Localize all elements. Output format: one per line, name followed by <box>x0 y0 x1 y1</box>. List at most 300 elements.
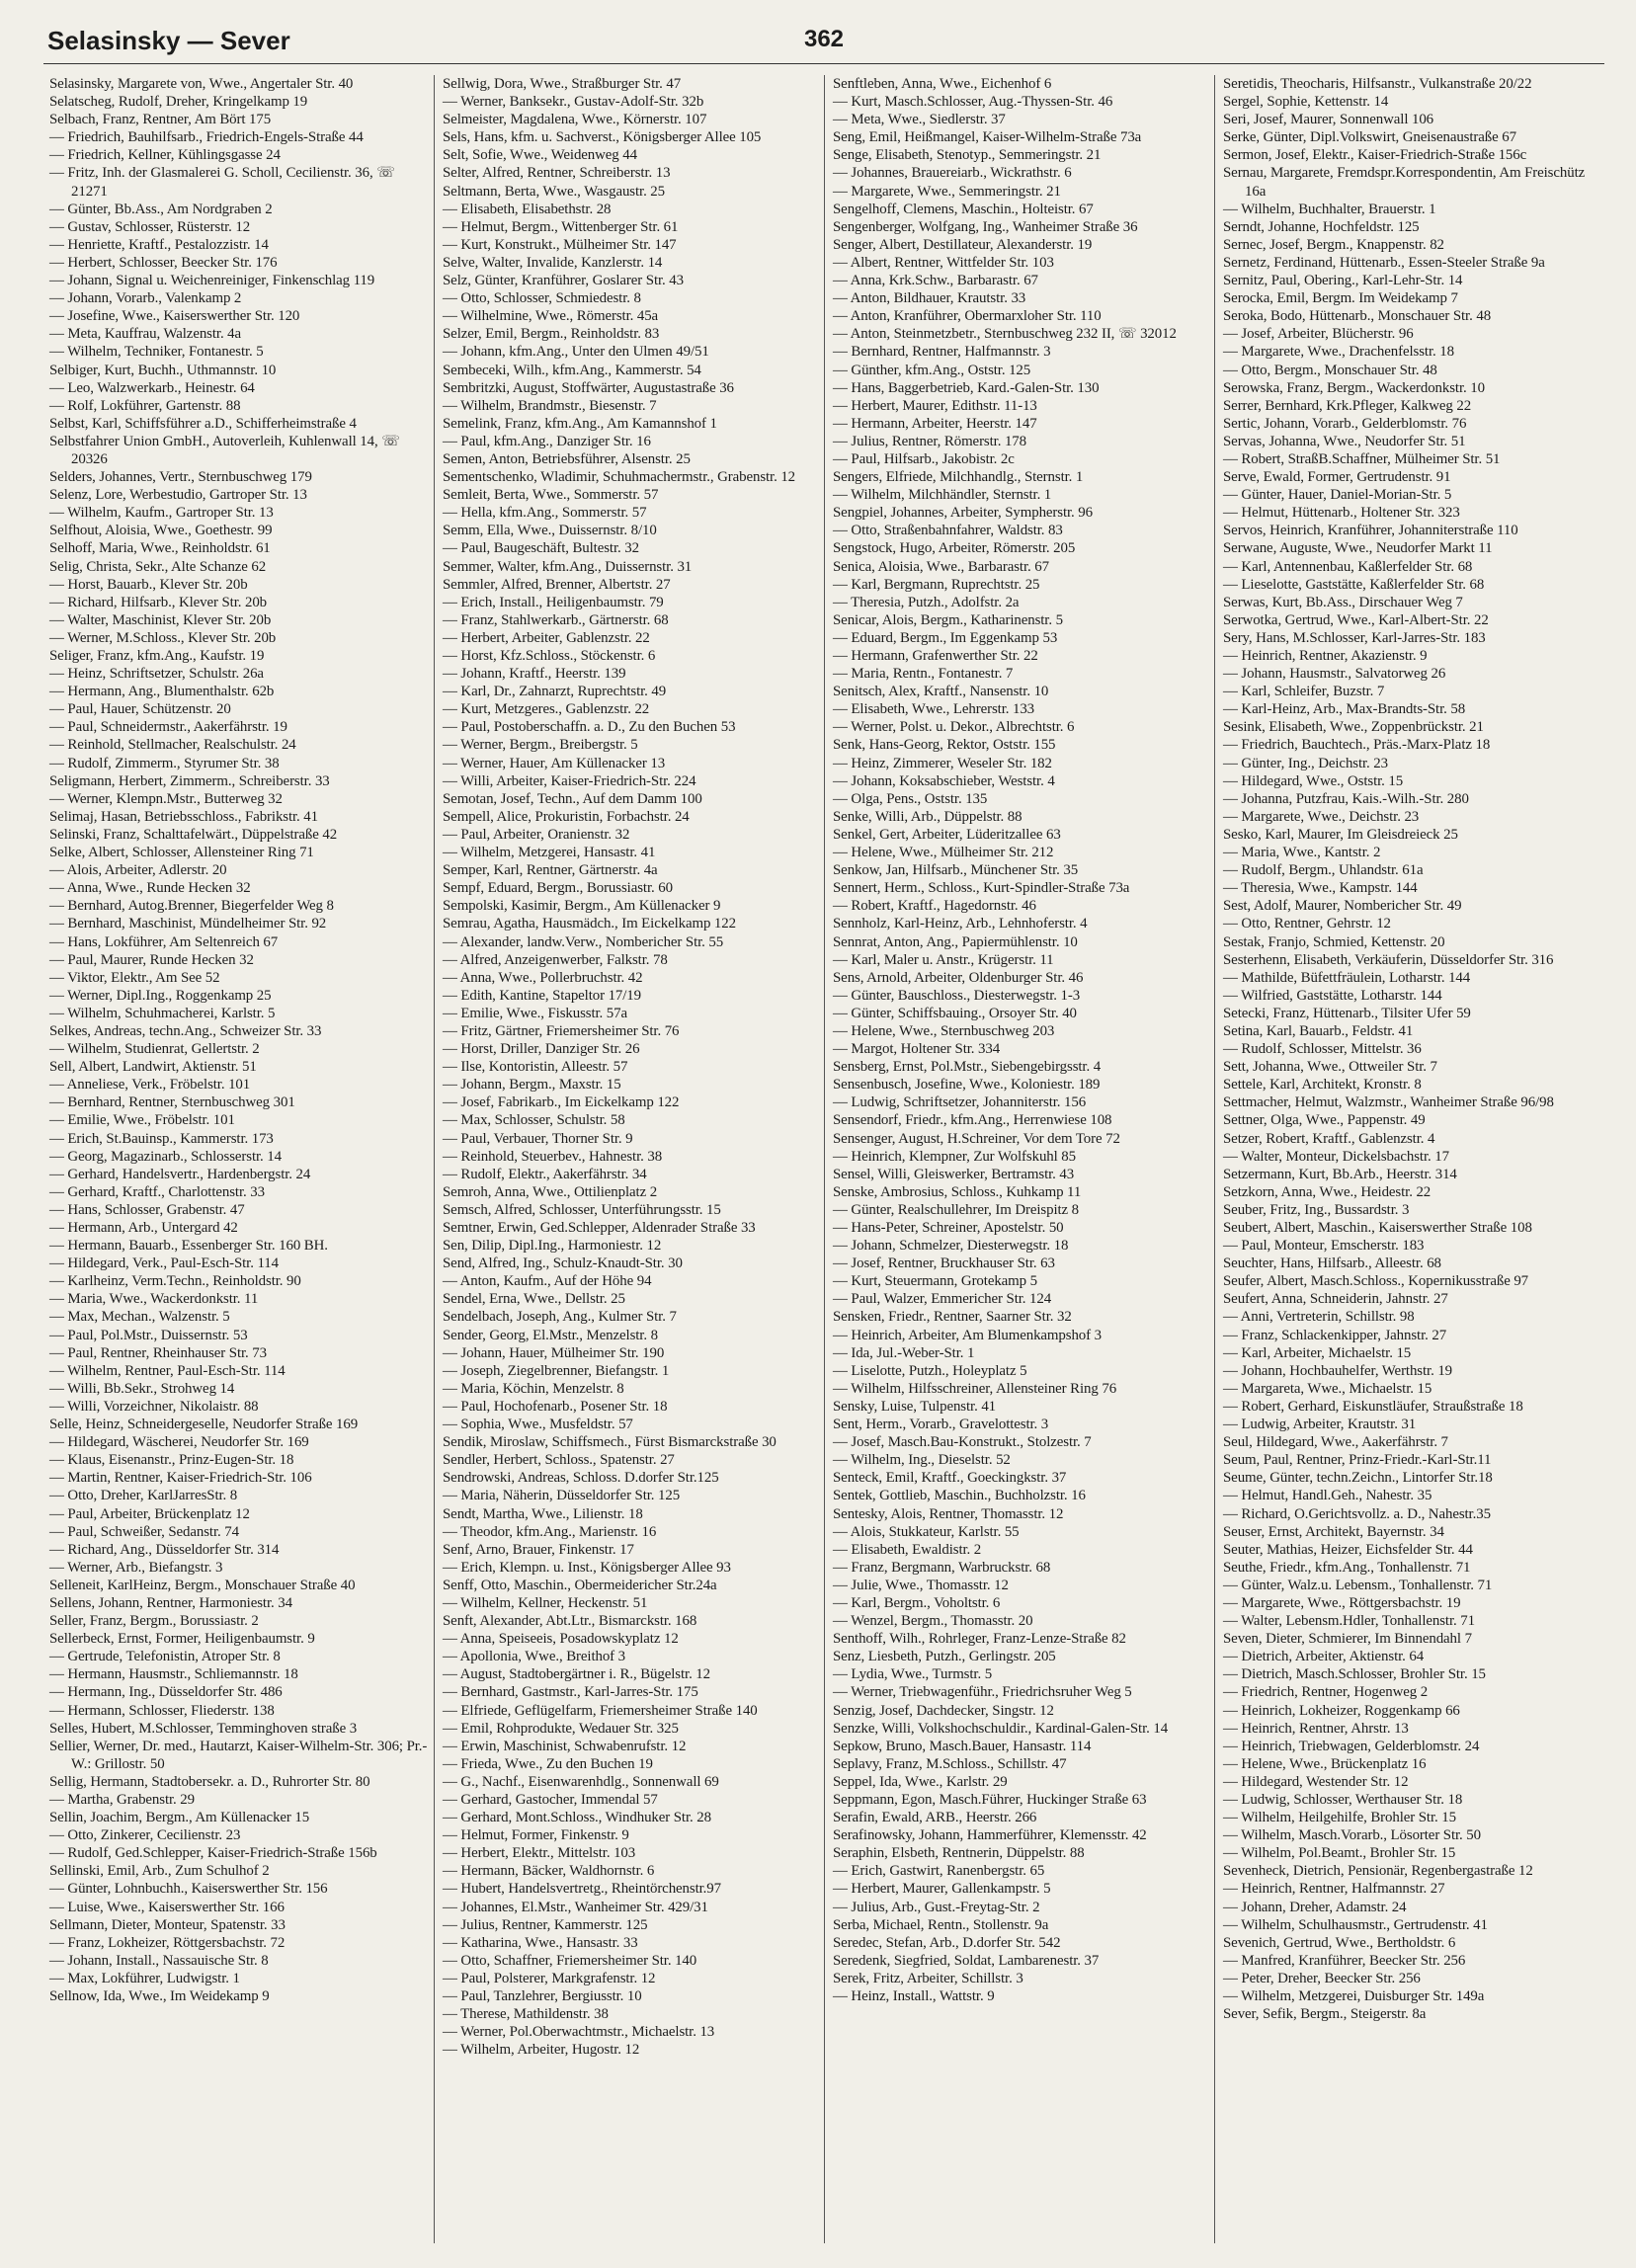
directory-entry: — Erwin, Maschinist, Schwabenrufstr. 12 <box>443 1738 687 1754</box>
directory-entry: Selbst, Karl, Schiffsführer a.D., Schifferheimstraße 4 <box>49 415 357 432</box>
directory-entry: — Theresia, Wwe., Kampstr. 144 <box>1223 880 1418 897</box>
directory-entry: — Helene, Wwe., Mülheimer Str. 212 <box>833 845 1054 861</box>
directory-entry: Serba, Michael, Rentn., Stollenstr. 9a <box>833 1916 1049 1933</box>
directory-entry: — Wilhelm, Hilfsschreiner, Allensteiner Ring 76 <box>833 1380 1117 1397</box>
directory-entry: Senkel, Gert, Arbeiter, Lüderitzallee 63 <box>833 826 1061 843</box>
directory-entry: — Herbert, Maurer, Edithstr. 11-13 <box>833 397 1037 414</box>
directory-entry: — Robert, Gerhard, Eiskunstläufer, Straußstraße 18 <box>1223 1398 1523 1415</box>
directory-entry: — Hermann, Ang., Blumenthalstr. 62b <box>49 684 275 700</box>
directory-entry: Sengpiel, Johannes, Arbeiter, Sympherstr. 96 <box>833 505 1093 522</box>
directory-entry: — Reinhold, Steuerbev., Hahnestr. 38 <box>443 1148 663 1165</box>
directory-entry: — Rudolf, Ged.Schlepper, Kaiser-Friedrich-Straße 156b <box>49 1845 377 1862</box>
directory-entry: — Karl, Bergmann, Ruprechtstr. 25 <box>833 576 1040 593</box>
directory-entry: — August, Stadtobergärtner i. R., Bügelstr. 12 <box>443 1666 710 1683</box>
directory-entry: Setzer, Robert, Kraftf., Gablenzstr. 4 <box>1223 1130 1435 1147</box>
directory-entry: Seroka, Bodo, Hüttenarb., Monschauer Str. 48 <box>1223 308 1492 325</box>
directory-entry: — Heinrich, Rentner, Halfmannstr. 27 <box>1223 1881 1445 1898</box>
directory-entry: Sesink, Elisabeth, Wwe., Zoppenbrückstr. 21 <box>1223 719 1484 736</box>
directory-entry: Sensendorf, Friedr., kfm.Ang., Herrenwiese 108 <box>833 1112 1112 1129</box>
directory-entry: — Meta, Kauffrau, Walzenstr. 4a <box>49 326 242 343</box>
directory-entry: Sensenbusch, Josefine, Wwe., Koloniestr. 189 <box>833 1077 1101 1094</box>
directory-entry: — Meta, Wwe., Siedlerstr. 37 <box>833 112 1006 128</box>
directory-entry: — Hermann, Ing., Düsseldorfer Str. 486 <box>49 1684 283 1701</box>
directory-entry: Selter, Alfred, Rentner, Schreiberstr. 13 <box>443 165 671 182</box>
directory-entry: — Franz, Lokheizer, Röttgersbachstr. 72 <box>49 1934 286 1951</box>
directory-entry: — Helene, Wwe., Brückenplatz 16 <box>1223 1755 1427 1772</box>
directory-entry: — Heinrich, Rentner, Ahrstr. 13 <box>1223 1720 1409 1737</box>
directory-entry: Serndt, Johanne, Hochfeldstr. 125 <box>1223 218 1420 235</box>
directory-entry: — Richard, Ang., Düsseldorfer Str. 314 <box>49 1541 280 1558</box>
directory-entry: — Bernhard, Gastmstr., Karl-Jarres-Str. 175 <box>443 1684 698 1701</box>
directory-entry: — Hermann, Hausmstr., Schliemannstr. 18 <box>49 1666 298 1683</box>
directory-entry: Seuthe, Friedr., kfm.Ang., Tonhallenstr. 71 <box>1223 1559 1471 1576</box>
directory-entry: — Elisabeth, Elisabethstr. 28 <box>443 201 612 217</box>
directory-entry: — Albert, Rentner, Wittfelder Str. 103 <box>833 254 1054 271</box>
directory-entry: Selzer, Emil, Bergm., Reinholdstr. 83 <box>443 326 660 343</box>
directory-entry: Serke, Günter, Dipl.Volkswirt, Gneisenaustraße 67 <box>1223 129 1516 146</box>
directory-entry: Serocka, Emil, Bergm. Im Weidekamp 7 <box>1223 290 1458 307</box>
directory-entry: Sensel, Willi, Gleiswerker, Bertramstr. 43 <box>833 1166 1075 1182</box>
directory-entry: — Johann, Schmelzer, Diesterwegstr. 18 <box>833 1238 1069 1255</box>
directory-entry: — Hubert, Handelsvertretg., Rheintörchenstr.97 <box>443 1881 721 1898</box>
directory-entry: Sellerbeck, Ernst, Former, Heiligenbaumstr. 9 <box>49 1631 315 1648</box>
directory-entry: — Johann, Dreher, Adamstr. 24 <box>1223 1899 1407 1915</box>
directory-entry: — Rolf, Lokführer, Gartenstr. 88 <box>49 397 241 414</box>
directory-entry: Semper, Karl, Rentner, Gärtnerstr. 4a <box>443 862 658 879</box>
directory-entry: — Wenzel, Bergm., Thomasstr. 20 <box>833 1613 1033 1630</box>
directory-entry: — Richard, Hilfsarb., Klever Str. 20b <box>49 594 268 610</box>
directory-entry: Seligmann, Herbert, Zimmerm., Schreiberstr. 33 <box>49 772 330 789</box>
directory-entry: — Anna, Krk.Schw., Barbarastr. 67 <box>833 273 1038 289</box>
directory-entry: — Heinz, Schriftsetzer, Schulstr. 26a <box>49 666 264 683</box>
directory-entry: Sesterhenn, Elisabeth, Verkäuferin, Düsseldorfer Str. 316 <box>1223 951 1554 968</box>
directory-entry: — Josef, Rentner, Bruckhauser Str. 63 <box>833 1256 1055 1272</box>
directory-entry: — Karl, Schleifer, Buzstr. 7 <box>1223 684 1385 700</box>
column-3 <box>824 75 1214 2243</box>
directory-entry: — Karl, Antennenbau, Kaßlerfelder Str. 68 <box>1223 558 1473 575</box>
directory-entry: Selmeister, Magdalena, Wwe., Körnerstr. 107 <box>443 112 707 128</box>
directory-entry: — Fritz, Inh. der Glasmalerei G. Scholl, Cecilienstr. 36, ☏ 21271 <box>49 165 395 200</box>
directory-entry: Sertic, Johann, Vorarb., Gelderblomstr. 76 <box>1223 415 1467 432</box>
directory-entry: — Kurt, Konstrukt., Mülheimer Str. 147 <box>443 236 677 253</box>
directory-entry: Seredenk, Siegfried, Soldat, Lambarenestr. 37 <box>833 1952 1100 1969</box>
directory-entry: — Werner, Arb., Biefangstr. 3 <box>49 1559 223 1576</box>
directory-entry: — Herbert, Schlosser, Beecker Str. 176 <box>49 254 278 271</box>
directory-entry: Sennholz, Karl-Heinz, Arb., Lehnhoferstr. 4 <box>833 916 1088 932</box>
columns <box>43 75 1604 2243</box>
directory-entry: — Helmut, Bergm., Wittenberger Str. 61 <box>443 218 679 235</box>
directory-entry: — Wilhelm, Masch.Vorarb., Lösorter Str. 50 <box>1223 1827 1481 1844</box>
directory-entry: — Günter, Walz.u. Lebensm., Tonhallenstr. 71 <box>1223 1577 1493 1593</box>
directory-entry: — Max, Mechan., Walzenstr. 5 <box>49 1309 230 1326</box>
directory-entry: Selke, Albert, Schlosser, Allensteiner Ring 71 <box>49 845 314 861</box>
directory-entry: Sevenheck, Dietrich, Pensionär, Regenbergastraße 12 <box>1223 1863 1533 1880</box>
column-1 <box>43 75 434 2243</box>
directory-entry: — Lydia, Wwe., Turmstr. 5 <box>833 1666 993 1683</box>
directory-entry: Semtner, Erwin, Ged.Schlepper, Aldenrader Straße 33 <box>443 1220 756 1236</box>
directory-entry: — Ida, Jul.-Weber-Str. 1 <box>833 1344 975 1361</box>
directory-entry: — Johannes, Brauereiarb., Wickrathstr. 6 <box>833 165 1072 182</box>
directory-entry: Sernau, Margarete, Fremdspr.Korrespondentin, Am Freischütz 16a <box>1223 165 1586 200</box>
directory-entry: — Gerhard, Kraftf., Charlottenstr. 33 <box>49 1183 265 1200</box>
directory-entry: — Herbert, Maurer, Gallenkampstr. 5 <box>833 1881 1051 1898</box>
directory-entry: — Karl, Dr., Zahnarzt, Ruprechtstr. 49 <box>443 684 667 700</box>
directory-entry: Sepkow, Bruno, Masch.Bauer, Hansastr. 114 <box>833 1738 1092 1754</box>
directory-entry: — Martin, Rentner, Kaiser-Friedrich-Str. 106 <box>49 1470 312 1487</box>
directory-entry: Semmler, Alfred, Brenner, Albertstr. 27 <box>443 576 671 593</box>
directory-entry: Sementschenko, Wladimir, Schuhmachermstr., Grabenstr. 12 <box>443 469 796 486</box>
directory-entry: — Heinrich, Klempner, Zur Wolfskuhl 85 <box>833 1148 1076 1165</box>
directory-entry: Serowska, Franz, Bergm., Wackerdonkstr. 10 <box>1223 379 1485 396</box>
directory-entry: — Hans-Peter, Schreiner, Apostelstr. 50 <box>833 1220 1064 1236</box>
directory-entry: — Paul, Hauer, Schützenstr. 20 <box>49 701 231 718</box>
directory-entry: — Wilhelm, Kaufm., Gartroper Str. 13 <box>49 505 274 522</box>
directory-entry: — Günter, Ing., Deichstr. 23 <box>1223 755 1388 771</box>
directory-entry: — Theresia, Putzh., Adolfstr. 2a <box>833 594 1020 610</box>
directory-entry: — Dietrich, Arbeiter, Aktienstr. 64 <box>1223 1649 1425 1665</box>
directory-entry: — Helene, Wwe., Sternbuschweg 203 <box>833 1022 1055 1039</box>
directory-entry: Sendelbach, Joseph, Ang., Kulmer Str. 7 <box>443 1309 677 1326</box>
directory-entry: — Friedrich, Rentner, Hogenweg 2 <box>1223 1684 1429 1701</box>
directory-entry: — Horst, Bauarb., Klever Str. 20b <box>49 576 248 593</box>
directory-entry: — Margarete, Wwe., Semmeringstr. 21 <box>833 183 1061 200</box>
directory-entry: — Maria, Köchin, Menzelstr. 8 <box>443 1380 624 1397</box>
directory-entry: — Werner, Triebwagenführ., Friedrichsruher Weg 5 <box>833 1684 1132 1701</box>
directory-entry: — Günter, Hauer, Daniel-Morian-Str. 5 <box>1223 487 1452 504</box>
directory-entry: Seller, Franz, Bergm., Borussiastr. 2 <box>49 1613 259 1630</box>
directory-entry: — Anna, Wwe., Pollerbruchstr. 42 <box>443 969 643 986</box>
directory-entry: — Bernhard, Maschinist, Mündelheimer Str. 92 <box>49 916 327 932</box>
directory-entry: — Johannes, El.Mstr., Wanheimer Str. 429/31 <box>443 1899 708 1915</box>
directory-entry: Senthoff, Wilh., Rohrleger, Franz-Lenze-Straße 82 <box>833 1631 1126 1648</box>
directory-entry: — Herbert, Elektr., Mittelstr. 103 <box>443 1845 636 1862</box>
directory-entry: — Gustav, Schlosser, Rüsterstr. 12 <box>49 218 251 235</box>
directory-entry: — Heinrich, Triebwagen, Gelderblomstr. 24 <box>1223 1738 1480 1754</box>
directory-entry: — G., Nachf., Eisenwarenhdlg., Sonnenwall 69 <box>443 1773 719 1790</box>
directory-entry: — Theodor, kfm.Ang., Marienstr. 16 <box>443 1523 657 1540</box>
directory-entry: — Otto, Rentner, Gehrstr. 12 <box>1223 916 1391 932</box>
directory-entry: Sent, Herm., Vorarb., Gravelottestr. 3 <box>833 1417 1049 1433</box>
directory-entry: Sempf, Eduard, Bergm., Borussiastr. 60 <box>443 880 673 897</box>
directory-entry: Seplavy, Franz, M.Schloss., Schillstr. 47 <box>833 1755 1067 1772</box>
directory-entry: — Paul, Arbeiter, Brückenplatz 12 <box>49 1505 250 1522</box>
directory-entry: — Erich, Install., Heiligenbaumstr. 79 <box>443 594 664 610</box>
directory-entry: Semleit, Berta, Wwe., Sommerstr. 57 <box>443 487 659 504</box>
directory-entry: Sermon, Josef, Elektr., Kaiser-Friedrich-Straße 156c <box>1223 147 1527 164</box>
directory-entry: — Helmut, Former, Finkenstr. 9 <box>443 1827 629 1844</box>
directory-entry: — Günter, Lohnbuchh., Kaiserswerther Str. 156 <box>49 1881 328 1898</box>
directory-entry: — Paul, Maurer, Runde Hecken 32 <box>49 951 254 968</box>
directory-page <box>43 26 1604 2248</box>
directory-entry: Sengers, Elfriede, Milchhandlg., Sternstr. 1 <box>833 469 1084 486</box>
directory-entry: — Elisabeth, Ewaldistr. 2 <box>833 1541 982 1558</box>
directory-entry: — Karl, Bergm., Voholtstr. 6 <box>833 1594 1001 1611</box>
directory-entry: Seri, Josef, Maurer, Sonnenwall 106 <box>1223 112 1434 128</box>
directory-entry: — Lieselotte, Gaststätte, Kaßlerfelder Str. 68 <box>1223 576 1485 593</box>
directory-entry: — Walter, Maschinist, Klever Str. 20b <box>49 611 272 628</box>
directory-entry: — Paul, Postoberschaffn. a. D., Zu den Buchen 53 <box>443 719 736 736</box>
directory-entry: — Anton, Kaufm., Auf der Höhe 94 <box>443 1273 652 1290</box>
directory-entry: — Wilhelm, Heilgehilfe, Brohler Str. 15 <box>1223 1810 1456 1826</box>
directory-entry: Selinski, Franz, Schalttafelwärt., Düppelstraße 42 <box>49 826 338 843</box>
column-4 <box>1214 75 1604 2243</box>
directory-entry: Semsch, Alfred, Schlosser, Unterführungsstr. 15 <box>443 1201 721 1218</box>
directory-entry: — Otto, Dreher, KarlJarresStr. 8 <box>49 1488 238 1504</box>
directory-entry: — Karl-Heinz, Arb., Max-Brandts-Str. 58 <box>1223 701 1466 718</box>
running-head: Selasinsky — Sever <box>47 26 290 55</box>
directory-entry: — Johann, Hochbauhelfer, Werthstr. 19 <box>1223 1362 1453 1379</box>
directory-entry: — Friedrich, Bauhilfsarb., Friedrich-Engels-Straße 44 <box>49 129 364 146</box>
directory-entry: — Hildegard, Wwe., Oststr. 15 <box>1223 772 1404 789</box>
directory-entry: — Willi, Vorzeichner, Nikolaistr. 88 <box>49 1398 259 1415</box>
directory-entry: Sens, Arnold, Arbeiter, Oldenburger Str. 46 <box>833 969 1084 986</box>
directory-entry: — Willi, Bb.Sekr., Strohweg 14 <box>49 1380 235 1397</box>
directory-entry: Selbstfahrer Union GmbH., Autoverleih, Kuhlenwall 14, ☏ 20326 <box>49 433 400 467</box>
directory-entry: Senteck, Emil, Kraftf., Goeckingkstr. 37 <box>833 1470 1067 1487</box>
directory-entry: Senicar, Alois, Bergm., Katharinenstr. 5 <box>833 611 1063 628</box>
directory-entry: Sest, Adolf, Maurer, Nombericher Str. 49 <box>1223 898 1462 915</box>
directory-entry: — Karl, Arbeiter, Michaelstr. 15 <box>1223 1344 1412 1361</box>
directory-entry: — Karl, Maler u. Anstr., Krügerstr. 11 <box>833 951 1054 968</box>
directory-entry: Sett, Johanna, Wwe., Ottweiler Str. 7 <box>1223 1059 1437 1076</box>
directory-entry: — Paul, Walzer, Emmericher Str. 124 <box>833 1291 1052 1308</box>
directory-entry: — Paul, Tanzlehrer, Bergiusstr. 10 <box>443 1988 642 2005</box>
directory-entry: — Maria, Näherin, Düsseldorfer Str. 125 <box>443 1488 681 1504</box>
directory-entry: Selders, Johannes, Vertr., Sternbuschweg 179 <box>49 469 312 486</box>
directory-entry: Sengelhoff, Clemens, Maschin., Holteistr. 67 <box>833 201 1094 217</box>
directory-entry: Sernec, Josef, Bergm., Knappenstr. 82 <box>1223 236 1444 253</box>
directory-entry: — Werner, Bergm., Breibergstr. 5 <box>443 737 638 754</box>
directory-entry: — Paul, Rentner, Rheinhauser Str. 73 <box>49 1344 267 1361</box>
directory-entry: — Emilie, Wwe., Fiskusstr. 57a <box>443 1005 627 1021</box>
directory-entry: — Erich, Klempn. u. Inst., Königsberger Allee 93 <box>443 1559 731 1576</box>
directory-entry: Sengenberger, Wolfgang, Ing., Wanheimer Straße 36 <box>833 218 1138 235</box>
directory-entry: Selt, Sofie, Wwe., Weidenweg 44 <box>443 147 637 164</box>
directory-entry: Sellens, Johann, Rentner, Harmoniestr. 34 <box>49 1594 292 1611</box>
directory-entry: Selkes, Andreas, techn.Ang., Schweizer Str. 33 <box>49 1022 322 1039</box>
directory-entry: — Anna, Speiseeis, Posadowskyplatz 12 <box>443 1631 679 1648</box>
directory-entry: Selve, Walter, Invalide, Kanzlerstr. 14 <box>443 254 663 271</box>
directory-entry: Selle, Heinz, Schneidergeselle, Neudorfer Straße 169 <box>49 1417 359 1433</box>
directory-entry: — Paul, Baugeschäft, Bultestr. 32 <box>443 540 639 557</box>
directory-entry: Seppel, Ida, Wwe., Karlstr. 29 <box>833 1773 1008 1790</box>
directory-entry: — Otto, Straßenbahnfahrer, Waldstr. 83 <box>833 523 1063 539</box>
directory-entry: Seraphin, Elsbeth, Rentnerin, Düppelstr. 88 <box>833 1845 1085 1862</box>
directory-entry: Semrau, Agatha, Hausmädch., Im Eickelkamp 122 <box>443 916 736 932</box>
directory-entry: — Ludwig, Schriftsetzer, Johanniterstr. 156 <box>833 1094 1087 1111</box>
directory-entry: Senger, Albert, Destillateur, Alexanderstr. 19 <box>833 236 1093 253</box>
directory-entry: — Walter, Lebensm.Hdler, Tonhallenstr. 71 <box>1223 1613 1475 1630</box>
directory-entry: Senica, Aloisia, Wwe., Barbarastr. 67 <box>833 558 1049 575</box>
directory-entry: Seppmann, Egon, Masch.Führer, Huckinger Straße 63 <box>833 1792 1147 1808</box>
directory-entry: — Dietrich, Masch.Schlosser, Brohler Str. 15 <box>1223 1666 1486 1683</box>
directory-entry: — Julius, Arb., Gust.-Freytag-Str. 2 <box>833 1899 1040 1915</box>
directory-entry: — Paul, Monteur, Emscherstr. 183 <box>1223 1238 1425 1255</box>
directory-entry: — Paul, Hilfsarb., Jakobistr. 2c <box>833 450 1015 467</box>
directory-entry: — Frieda, Wwe., Zu den Buchen 19 <box>443 1755 653 1772</box>
directory-entry: — Helmut, Hüttenarb., Holtener Str. 323 <box>1223 505 1460 522</box>
directory-entry: — Leo, Walzwerkarb., Heinestr. 64 <box>49 379 255 396</box>
directory-entry: — Rudolf, Zimmerm., Styrumer Str. 38 <box>49 755 280 771</box>
directory-entry: — Julius, Rentner, Römerstr. 178 <box>833 433 1026 449</box>
directory-entry: — Liselotte, Putzh., Holeyplatz 5 <box>833 1362 1027 1379</box>
directory-entry: Sendt, Martha, Wwe., Lilienstr. 18 <box>443 1505 643 1522</box>
directory-entry: Seul, Hildegard, Wwe., Aakerfährstr. 7 <box>1223 1434 1448 1451</box>
directory-entry: Sensky, Luise, Tulpenstr. 41 <box>833 1398 997 1415</box>
directory-entry: — Peter, Dreher, Beecker Str. 256 <box>1223 1970 1421 1986</box>
directory-entry: — Rudolf, Elektr., Aakerfährstr. 34 <box>443 1166 647 1182</box>
directory-entry: — Maria, Rentn., Fontanestr. 7 <box>833 666 1014 683</box>
directory-entry: — Margarete, Wwe., Drachenfelsstr. 18 <box>1223 344 1454 361</box>
page-number: 362 <box>803 26 845 52</box>
directory-entry: — Paul, Schweißer, Sedanstr. 74 <box>49 1523 239 1540</box>
directory-entry: — Werner, Banksekr., Gustav-Adolf-Str. 32b <box>443 94 704 111</box>
directory-entry: — Anton, Steinmetzbetr., Sternbuschweg 232 II, ☏ 32012 <box>833 326 1177 343</box>
directory-entry: Senske, Ambrosius, Schloss., Kuhkamp 11 <box>833 1183 1082 1200</box>
directory-entry: — Johann, Bergm., Maxstr. 15 <box>443 1077 621 1094</box>
directory-entry: Senitsch, Alex, Kraftf., Nansenstr. 10 <box>833 684 1049 700</box>
directory-entry: — Werner, M.Schloss., Klever Str. 20b <box>49 629 277 646</box>
directory-entry: Seuber, Fritz, Ing., Bussardstr. 3 <box>1223 1201 1410 1218</box>
directory-entry: Sellier, Werner, Dr. med., Hautarzt, Kaiser-Wilhelm-Str. 306; Pr.-W.: Grillostr. 50 <box>49 1738 428 1772</box>
directory-entry: — Joseph, Ziegelbrenner, Biefangstr. 1 <box>443 1362 670 1379</box>
directory-entry: — Julie, Wwe., Thomasstr. 12 <box>833 1577 1009 1593</box>
directory-entry: — Gerhard, Gastocher, Immendal 57 <box>443 1792 658 1808</box>
directory-entry: — Hermann, Bauarb., Essenberger Str. 160 BH. <box>49 1238 328 1255</box>
directory-entry: — Johann, Kraftf., Heerstr. 139 <box>443 666 626 683</box>
directory-entry: Serafinowsky, Johann, Hammerführer, Klemensstr. 42 <box>833 1827 1147 1844</box>
directory-entry: Selleneit, KarlHeinz, Bergm., Monschauer Straße 40 <box>49 1577 356 1593</box>
directory-entry: Selles, Hubert, M.Schlosser, Temminghoven straße 3 <box>49 1720 358 1737</box>
directory-entry: — Therese, Mathildenstr. 38 <box>443 2006 609 2023</box>
directory-entry: Seredec, Stefan, Arb., D.dorfer Str. 542 <box>833 1934 1061 1951</box>
directory-entry: Seltmann, Berta, Wwe., Wasgaustr. 25 <box>443 183 666 200</box>
directory-entry: — Paul, Hochofenarb., Posener Str. 18 <box>443 1398 668 1415</box>
directory-entry: — Karlheinz, Verm.Techn., Reinholdstr. 90 <box>49 1273 301 1290</box>
directory-entry: — Elisabeth, Wwe., Lehrerstr. 133 <box>833 701 1035 718</box>
directory-entry: — Kurt, Masch.Schlosser, Aug.-Thyssen-Str. 46 <box>833 94 1113 111</box>
directory-entry: Senge, Elisabeth, Stenotyp., Semmeringstr. 21 <box>833 147 1102 164</box>
directory-entry: — Hildegard, Verk., Paul-Esch-Str. 114 <box>49 1256 279 1272</box>
directory-entry: Selatscheg, Rudolf, Dreher, Kringelkamp 19 <box>49 94 308 111</box>
directory-entry: — Wilhelm, Schuhmacherei, Karlstr. 5 <box>49 1005 276 1021</box>
directory-entry: — Paul, Polsterer, Markgrafenstr. 12 <box>443 1970 656 1986</box>
directory-entry: Sels, Hans, kfm. u. Sachverst., Königsberger Allee 105 <box>443 129 762 146</box>
directory-entry: — Ludwig, Schlosser, Werthauser Str. 18 <box>1223 1792 1463 1808</box>
directory-entry: Setina, Karl, Bauarb., Feldstr. 41 <box>1223 1022 1414 1039</box>
directory-entry: — Wilhelm, Buchhalter, Brauerstr. 1 <box>1223 201 1436 217</box>
directory-entry: — Franz, Bergmann, Warbruckstr. 68 <box>833 1559 1051 1576</box>
directory-entry: Sellinski, Emil, Arb., Zum Schulhof 2 <box>49 1863 270 1880</box>
directory-entry: — Henriette, Kraftf., Pestalozzistr. 14 <box>49 236 269 253</box>
directory-entry: — Gertrude, Telefonistin, Atroper Str. 8 <box>49 1649 281 1665</box>
directory-entry: — Johann, Hauer, Mülheimer Str. 190 <box>443 1344 665 1361</box>
directory-entry: — Robert, Kraftf., Hagedornstr. 46 <box>833 898 1036 915</box>
directory-entry: — Anneliese, Verk., Fröbelstr. 101 <box>49 1077 251 1094</box>
directory-entry: — Werner, Dipl.Ing., Roggenkamp 25 <box>49 987 272 1004</box>
directory-entry: Selbach, Franz, Rentner, Am Bört 175 <box>49 112 272 128</box>
directory-entry: Sensenger, August, H.Schreiner, Vor dem Tore 72 <box>833 1130 1120 1147</box>
directory-entry: — Heinz, Zimmerer, Weseler Str. 182 <box>833 755 1052 771</box>
directory-entry: Settmacher, Helmut, Walzmstr., Wanheimer Straße 96/98 <box>1223 1094 1554 1111</box>
directory-entry: — Anna, Wwe., Runde Hecken 32 <box>49 880 251 897</box>
directory-entry: Senftleben, Anna, Wwe., Eichenhof 6 <box>833 76 1052 92</box>
directory-entry: — Otto, Zinkerer, Cecilienstr. 23 <box>49 1827 241 1844</box>
directory-entry: — Johann, Signal u. Weichenreiniger, Finkenschlag 119 <box>49 273 375 289</box>
directory-entry: — Maria, Wwe., Kantstr. 2 <box>1223 845 1381 861</box>
directory-entry: Senk, Hans-Georg, Rektor, Oststr. 155 <box>833 737 1056 754</box>
directory-entry: — Heinz, Install., Wattstr. 9 <box>833 1988 995 2005</box>
directory-entry: Selz, Günter, Kranführer, Goslarer Str. 43 <box>443 273 684 289</box>
directory-entry: — Ludwig, Arbeiter, Krautstr. 31 <box>1223 1417 1417 1433</box>
directory-entry: — Günter, Realschullehrer, Im Dreispitz 8 <box>833 1201 1080 1218</box>
directory-entry: — Luise, Wwe., Kaiserswerther Str. 166 <box>49 1899 285 1915</box>
directory-entry: — Horst, Driller, Danziger Str. 26 <box>443 1041 640 1058</box>
directory-entry: — Alois, Arbeiter, Adlerstr. 20 <box>49 862 227 879</box>
directory-entry: — Werner, Pol.Oberwachtmstr., Michaelstr. 13 <box>443 2024 715 2041</box>
directory-entry: Sensken, Friedr., Rentner, Saarner Str. 32 <box>833 1309 1072 1326</box>
directory-entry: — Margarete, Wwe., Deichstr. 23 <box>1223 808 1420 825</box>
directory-entry: Seum, Paul, Rentner, Prinz-Friedr.-Karl-Str.11 <box>1223 1452 1492 1469</box>
directory-entry: Selenz, Lore, Werbestudio, Gartroper Str. 13 <box>49 487 307 504</box>
directory-entry: Sensberg, Ernst, Pol.Mstr., Siebengebirgsstr. 4 <box>833 1059 1102 1076</box>
directory-entry: — Gerhard, Handelsvertr., Hardenbergstr. 24 <box>49 1166 311 1182</box>
directory-entry: — Josef, Fabrikarb., Im Eickelkamp 122 <box>443 1094 680 1111</box>
directory-entry: Sempell, Alice, Prokuristin, Forbachstr. 24 <box>443 808 690 825</box>
directory-entry: Sery, Hans, M.Schlosser, Karl-Jarres-Str. 183 <box>1223 629 1486 646</box>
directory-entry: — Otto, Bergm., Monschauer Str. 48 <box>1223 362 1437 378</box>
directory-entry: — Hildegard, Westender Str. 12 <box>1223 1773 1409 1790</box>
directory-entry: Serwotka, Gertrud, Wwe., Karl-Albert-Str. 22 <box>1223 611 1489 628</box>
directory-entry: Sesko, Karl, Maurer, Im Gleisdreieck 25 <box>1223 826 1458 843</box>
directory-entry: — Friedrich, Kellner, Kühlingsgasse 24 <box>49 147 281 164</box>
directory-entry: Serek, Fritz, Arbeiter, Schillstr. 3 <box>833 1970 1023 1986</box>
directory-entry: — Wilhelm, Schulhausmstr., Gertrudenstr. 41 <box>1223 1916 1488 1933</box>
directory-entry: — Alfred, Anzeigenwerber, Falkstr. 78 <box>443 951 668 968</box>
directory-entry: — Emilie, Wwe., Fröbelstr. 101 <box>49 1112 235 1129</box>
directory-entry: Setzermann, Kurt, Bb.Arb., Heerstr. 314 <box>1223 1166 1457 1182</box>
directory-entry: Semelink, Franz, kfm.Ang., Am Kamannshof 1 <box>443 415 717 432</box>
directory-entry: — Alois, Stukkateur, Karlstr. 55 <box>833 1523 1020 1540</box>
directory-entry: — Hermann, Arb., Untergard 42 <box>49 1220 238 1236</box>
directory-entry: Sender, Georg, El.Mstr., Menzelstr. 8 <box>443 1327 658 1343</box>
directory-entry: — Wilhelm, Brandmstr., Biesenstr. 7 <box>443 397 657 414</box>
directory-entry: — Wilhelm, Arbeiter, Hugostr. 12 <box>443 2042 640 2059</box>
directory-entry: — Bernhard, Rentner, Halfmannstr. 3 <box>833 344 1051 361</box>
directory-entry: — Wilhelm, Studienrat, Gellertstr. 2 <box>49 1041 260 1058</box>
directory-entry: Sevenich, Gertrud, Wwe., Bertholdstr. 6 <box>1223 1934 1456 1951</box>
directory-entry: — Wilhelm, Kellner, Heckenstr. 51 <box>443 1594 648 1611</box>
directory-entry: — Erich, Gastwirt, Ranenbergstr. 65 <box>833 1863 1045 1880</box>
directory-entry: — Kurt, Steuermann, Grotekamp 5 <box>833 1273 1037 1290</box>
directory-entry: Selig, Christa, Sekr., Alte Schanze 62 <box>49 558 267 575</box>
directory-entry: — Günter, Schiffsbauing., Orsoyer Str. 40 <box>833 1005 1077 1021</box>
directory-entry: — Josef, Masch.Bau-Konstrukt., Stolzestr. 7 <box>833 1434 1092 1451</box>
directory-entry: — Katharina, Wwe., Hansastr. 33 <box>443 1934 638 1951</box>
directory-entry: — Eduard, Bergm., Im Eggenkamp 53 <box>833 629 1058 646</box>
directory-entry: Sentesky, Alois, Rentner, Thomasstr. 12 <box>833 1505 1064 1522</box>
directory-entry: — Franz, Schlackenkipper, Jahnstr. 27 <box>1223 1327 1447 1343</box>
directory-entry: — Josefine, Wwe., Kaiserswerther Str. 120 <box>49 308 300 325</box>
directory-entry: — Hermann, Bäcker, Waldhornstr. 6 <box>443 1863 655 1880</box>
directory-entry: — Rudolf, Schlosser, Mittelstr. 36 <box>1223 1041 1422 1058</box>
directory-entry: Senke, Willi, Arb., Düppelstr. 88 <box>833 808 1022 825</box>
directory-entry: — Fritz, Gärtner, Friemersheimer Str. 76 <box>443 1022 680 1039</box>
directory-entry: — Günter, Bauschloss., Diesterwegstr. 1-3 <box>833 987 1081 1004</box>
header-rule <box>43 63 1604 64</box>
directory-entry: Sernetz, Ferdinand, Hüttenarb., Essen-Steeler Straße 9a <box>1223 254 1545 271</box>
directory-entry: Senzig, Josef, Dachdecker, Singstr. 12 <box>833 1702 1054 1719</box>
